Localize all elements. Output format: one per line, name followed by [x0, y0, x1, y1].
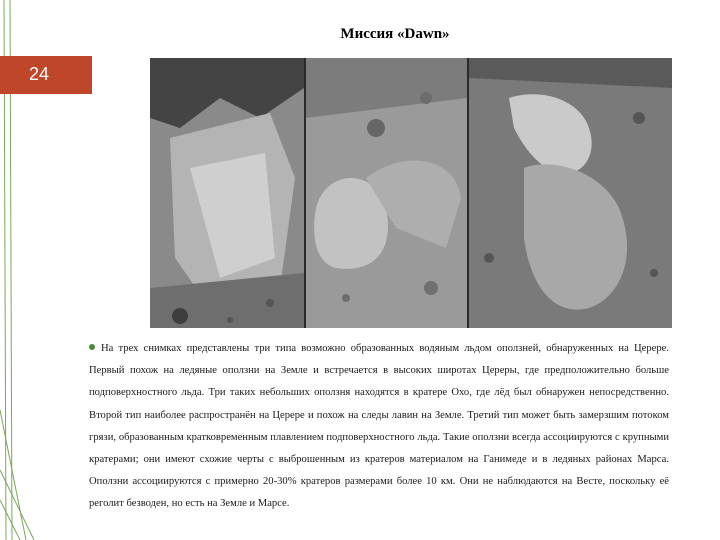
slide-title: Миссия «Dawn» — [340, 26, 450, 42]
body-text: На трех снимках представлены три типа возможно образованных водяным льдом оползней, обнаруженных на Церере. Первый похож на ледяные оползни на Земле и встречается в высоких широтах Цереры, где предположительно больше подповерхностного льда. Три таких небольших оползня находятся в кратере Охо, где лёд был обнаружен непосредственно. Второй тип наиболее распространён на Церере и похож на следы лавин на Земле. Третий тип может быть замерзшим потоком грязи, образованным кратковременным плавлением подповерхностного льда. Такие оползни всегда ассоциируются с крупными кратерами; они имеют схожие черты с выброшенным из кратеров материалом на Ганимеде и в ледяных районах Марса. Оползни ассоциируются с примерно 20-30% кратеров размерами более 10 км. Они не наблюдаются на Весте, поскольку её реголит безводен, но есть на Земле и Марсе. — [89, 343, 669, 510]
slide-number: 24 — [28, 64, 50, 84]
landslide-photo-3 — [469, 58, 672, 328]
ceres-landslides-figure — [150, 58, 672, 328]
body-paragraph — [89, 338, 669, 516]
bullet-icon — [89, 344, 95, 350]
landslide-photo-2 — [306, 58, 467, 328]
slide-number-badge — [0, 56, 92, 94]
landslide-photo-1 — [150, 58, 304, 328]
